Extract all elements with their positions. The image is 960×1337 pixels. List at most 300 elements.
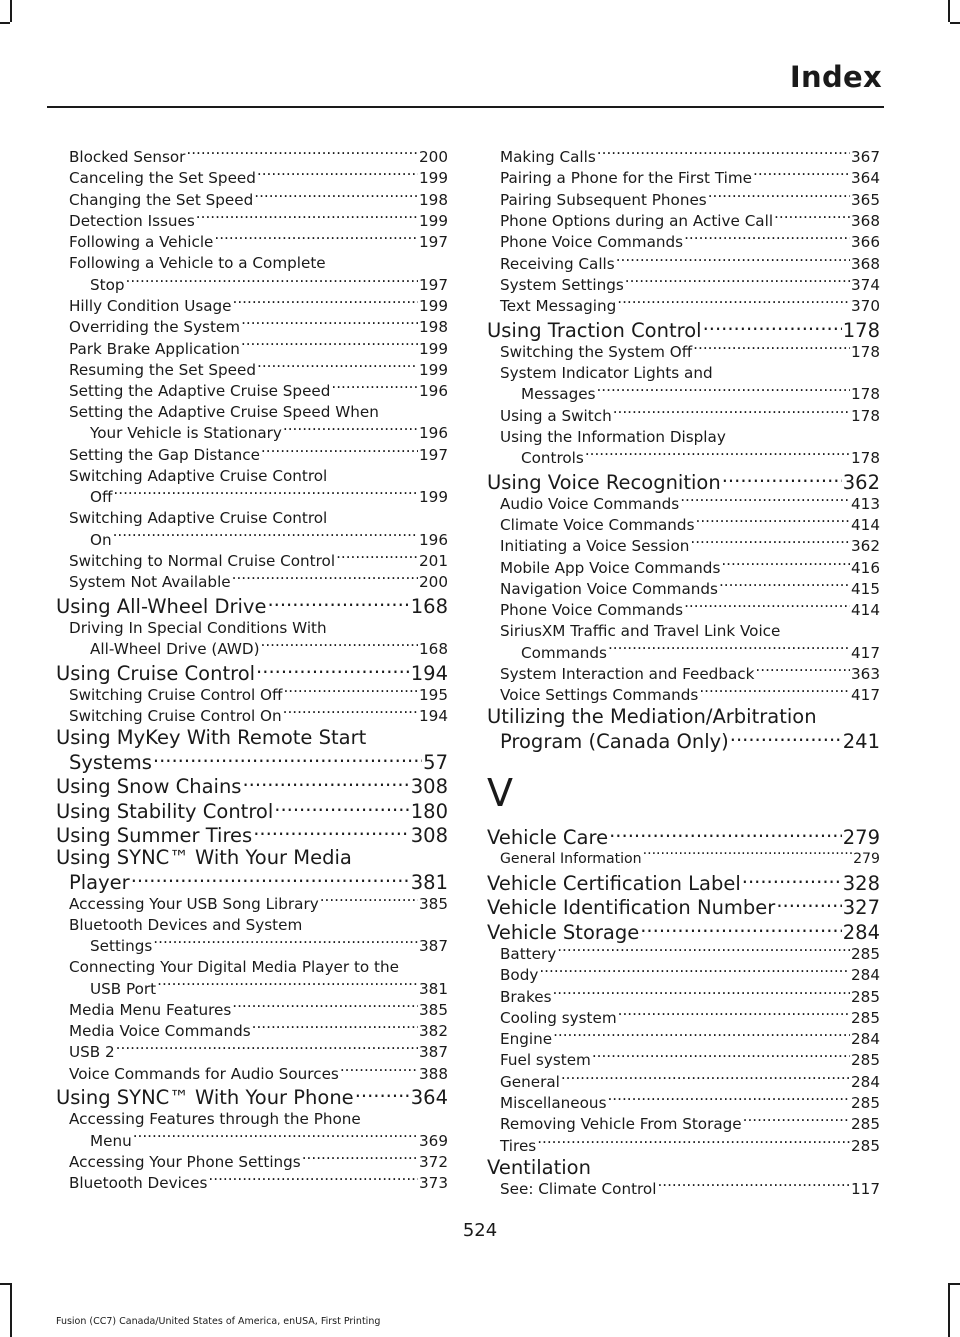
index-subentry bbox=[56, 1021, 448, 1042]
entry-page-number: 328 bbox=[842, 871, 880, 895]
dot-leader bbox=[742, 870, 842, 890]
entry-text: USB Port bbox=[90, 979, 157, 998]
dot-leader bbox=[696, 515, 851, 530]
entry-text: General bbox=[500, 1072, 560, 1091]
dot-leader bbox=[257, 168, 418, 183]
dot-leader bbox=[755, 664, 850, 679]
crop-mark bbox=[948, 0, 950, 22]
index-subentry bbox=[487, 342, 880, 363]
entry-text: Messages bbox=[521, 385, 596, 404]
index-letter-heading: V bbox=[487, 770, 513, 815]
entry-text: Media Menu Features bbox=[69, 1000, 232, 1019]
entry-page-number: 199 bbox=[419, 360, 448, 379]
index-subentry bbox=[56, 572, 448, 593]
entry-text: System Interaction and Feedback bbox=[500, 664, 755, 683]
entry-text: Vehicle Care bbox=[487, 826, 609, 850]
entry-text: Using the Information Display bbox=[500, 427, 726, 446]
index-subentry bbox=[487, 1008, 880, 1029]
page-title: Index bbox=[789, 60, 882, 94]
entry-page-number: 279 bbox=[842, 826, 880, 850]
dot-leader bbox=[592, 1050, 850, 1065]
crop-mark bbox=[10, 0, 12, 22]
dot-leader bbox=[730, 728, 842, 748]
entry-page-number: 168 bbox=[419, 639, 448, 658]
entry-text: Hilly Condition Usage bbox=[69, 296, 232, 315]
index-subentry bbox=[487, 494, 880, 515]
crop-mark bbox=[950, 22, 960, 24]
entry-page-number: 178 bbox=[851, 342, 880, 361]
index-subentry bbox=[487, 621, 880, 642]
index-subentry bbox=[56, 317, 448, 338]
dot-leader bbox=[233, 296, 418, 311]
entry-text: Using Cruise Control bbox=[56, 661, 256, 685]
index-subentry bbox=[487, 579, 880, 600]
index-subentry bbox=[56, 529, 448, 550]
entry-text: Switching Adaptive Cruise Control bbox=[69, 466, 328, 485]
index-column-left bbox=[56, 147, 448, 1194]
dot-leader bbox=[557, 944, 850, 959]
entry-page-number: 117 bbox=[851, 1179, 880, 1198]
index-subentry bbox=[487, 1029, 880, 1050]
entry-text: Phone Voice Commands bbox=[500, 233, 684, 252]
dot-leader bbox=[283, 423, 418, 438]
entry-page-number: 195 bbox=[419, 685, 448, 704]
index-subentry bbox=[56, 508, 448, 529]
dot-leader bbox=[616, 253, 850, 268]
entry-text: Utilizing the Mediation/Arbitration bbox=[487, 705, 817, 729]
index-entry bbox=[56, 727, 448, 749]
dot-leader bbox=[157, 978, 418, 993]
dot-leader bbox=[153, 749, 422, 769]
dot-leader bbox=[241, 317, 418, 332]
dot-leader bbox=[743, 1114, 850, 1129]
index-subentry bbox=[56, 618, 448, 639]
entry-page-number: 415 bbox=[851, 579, 880, 598]
index-subentry bbox=[56, 551, 448, 572]
entry-page-number: 363 bbox=[851, 664, 880, 683]
dot-leader bbox=[774, 211, 850, 226]
index-subentry bbox=[487, 275, 880, 296]
index-subentry bbox=[487, 211, 880, 232]
entry-text: Using Stability Control bbox=[56, 799, 274, 823]
index-subentry bbox=[56, 253, 448, 274]
crop-mark bbox=[950, 1283, 960, 1285]
index-subentry bbox=[56, 275, 448, 296]
index-subentry bbox=[56, 168, 448, 189]
dot-leader bbox=[153, 936, 418, 951]
crop-mark bbox=[0, 22, 10, 24]
index-entry bbox=[56, 869, 448, 894]
entry-text: See: Climate Control bbox=[500, 1179, 657, 1198]
entry-page-number: 385 bbox=[419, 894, 448, 913]
index-subentry bbox=[487, 1093, 880, 1114]
dot-leader bbox=[684, 232, 850, 247]
entry-page-number: 197 bbox=[419, 275, 448, 294]
index-subentry bbox=[56, 1042, 448, 1063]
index-subentry bbox=[487, 1135, 880, 1156]
entry-page-number: 197 bbox=[419, 445, 448, 464]
index-subentry bbox=[487, 1072, 880, 1093]
index-subentry bbox=[487, 965, 880, 986]
dot-leader bbox=[256, 660, 410, 680]
entry-page-number: 178 bbox=[842, 318, 880, 342]
entry-text: Miscellaneous bbox=[500, 1094, 607, 1113]
entry-page-number: 178 bbox=[851, 385, 880, 404]
entry-page-number: 198 bbox=[419, 190, 448, 209]
dot-leader bbox=[261, 639, 418, 654]
entry-page-number: 285 bbox=[851, 945, 880, 964]
dot-leader bbox=[722, 469, 842, 489]
index-entry bbox=[487, 728, 880, 753]
dot-leader bbox=[261, 445, 418, 460]
dot-leader bbox=[113, 487, 418, 502]
entry-page-number: 284 bbox=[851, 966, 880, 985]
entry-text: USB 2 bbox=[69, 1043, 115, 1062]
dot-leader bbox=[274, 798, 410, 818]
dot-leader bbox=[708, 190, 850, 205]
index-subentry bbox=[56, 423, 448, 444]
entry-page-number: 199 bbox=[419, 212, 448, 231]
dot-leader bbox=[539, 965, 850, 980]
entry-page-number: 327 bbox=[842, 896, 880, 920]
entry-page-number: 284 bbox=[842, 920, 880, 944]
index-subentry bbox=[487, 557, 880, 578]
entry-page-number: 199 bbox=[419, 296, 448, 315]
entry-text: Commands bbox=[521, 643, 607, 662]
index-subentry bbox=[56, 402, 448, 423]
dot-leader bbox=[214, 232, 418, 247]
entry-text: Removing Vehicle From Storage bbox=[500, 1115, 742, 1134]
entry-text: Using SYNC™ With Your Media bbox=[56, 846, 352, 870]
index-subentry bbox=[56, 211, 448, 232]
entry-page-number: 364 bbox=[851, 169, 880, 188]
entry-page-number: 57 bbox=[423, 750, 448, 774]
entry-text: Using Summer Tires bbox=[56, 824, 253, 848]
entry-page-number: 178 bbox=[851, 406, 880, 425]
index-entry bbox=[56, 847, 448, 869]
index-subentry bbox=[56, 487, 448, 508]
entry-text: Systems bbox=[69, 750, 152, 774]
crop-mark bbox=[10, 1283, 12, 1337]
index-subentry bbox=[56, 445, 448, 466]
entry-text: Battery bbox=[500, 945, 557, 964]
index-subentry bbox=[56, 706, 448, 727]
entry-text: Pairing a Phone for the First Time bbox=[500, 169, 752, 188]
entry-text: All-Wheel Drive (AWD) bbox=[90, 639, 260, 658]
entry-text: Vehicle Storage bbox=[487, 920, 640, 944]
index-column-right bbox=[487, 147, 880, 1200]
entry-page-number: 198 bbox=[419, 318, 448, 337]
entry-text: Using a Switch bbox=[500, 406, 612, 425]
entry-text: Voice Commands for Audio Sources bbox=[69, 1064, 339, 1083]
index-subentry bbox=[487, 147, 880, 168]
dot-leader bbox=[208, 1173, 418, 1188]
entry-text: Initiating a Voice Session bbox=[500, 537, 690, 556]
entry-text: Voice Settings Commands bbox=[500, 686, 699, 705]
entry-page-number: 284 bbox=[851, 1072, 880, 1091]
index-subentry bbox=[56, 360, 448, 381]
index-subentry bbox=[487, 1179, 880, 1200]
index-subentry bbox=[56, 957, 448, 978]
entry-page-number: 196 bbox=[419, 382, 448, 401]
entry-page-number: 201 bbox=[419, 551, 448, 570]
entry-text: Receiving Calls bbox=[500, 254, 615, 273]
entry-text: System Indicator Lights and bbox=[500, 364, 713, 383]
index-subentry bbox=[56, 894, 448, 915]
entry-text: Body bbox=[500, 966, 539, 985]
index-subentry bbox=[487, 536, 880, 557]
entry-page-number: 168 bbox=[410, 594, 448, 618]
entry-text: Fuel system bbox=[500, 1051, 591, 1070]
index-subentry bbox=[56, 338, 448, 359]
entry-text: Park Brake Application bbox=[69, 339, 240, 358]
entry-page-number: 370 bbox=[851, 297, 880, 316]
entry-text: Driving In Special Conditions With bbox=[69, 618, 327, 637]
dot-leader bbox=[617, 296, 850, 311]
entry-page-number: 381 bbox=[410, 870, 448, 894]
index-subentry bbox=[56, 978, 448, 999]
index-entry bbox=[56, 1085, 448, 1110]
index-subentry bbox=[487, 190, 880, 211]
entry-text: Cooling system bbox=[500, 1008, 617, 1027]
index-subentry bbox=[487, 849, 880, 870]
entry-page-number: 366 bbox=[851, 233, 880, 252]
entry-text: SiriusXM Traffic and Travel Link Voice bbox=[500, 622, 781, 641]
entry-page-number: 374 bbox=[851, 275, 880, 294]
entry-text: Setting the Adaptive Cruise Speed When bbox=[69, 403, 379, 422]
crop-mark bbox=[0, 1283, 10, 1285]
entry-text: Setting the Adaptive Cruise Speed bbox=[69, 382, 331, 401]
dot-leader bbox=[126, 275, 418, 290]
entry-text: Text Messaging bbox=[500, 297, 617, 316]
index-subentry bbox=[56, 232, 448, 253]
dot-leader bbox=[721, 557, 850, 572]
entry-page-number: 279 bbox=[853, 851, 880, 868]
entry-page-number: 285 bbox=[851, 1051, 880, 1070]
index-subentry bbox=[487, 448, 880, 469]
dot-leader bbox=[113, 529, 418, 544]
entry-page-number: 382 bbox=[419, 1022, 448, 1041]
entry-page-number: 308 bbox=[410, 775, 448, 799]
index-entry bbox=[487, 469, 880, 494]
header-rule bbox=[47, 106, 884, 108]
entry-page-number: 387 bbox=[419, 1043, 448, 1062]
entry-page-number: 285 bbox=[851, 1008, 880, 1027]
index-subentry bbox=[487, 1050, 880, 1071]
entry-page-number: 178 bbox=[851, 448, 880, 467]
dot-leader bbox=[252, 1021, 418, 1036]
entry-text: On bbox=[90, 530, 112, 549]
dot-leader bbox=[585, 448, 850, 463]
entry-page-number: 199 bbox=[419, 488, 448, 507]
entry-page-number: 368 bbox=[851, 254, 880, 273]
entry-page-number: 180 bbox=[410, 799, 448, 823]
dot-leader bbox=[640, 919, 842, 939]
entry-page-number: 372 bbox=[419, 1152, 448, 1171]
index-subentry bbox=[56, 1109, 448, 1130]
entry-page-number: 368 bbox=[851, 212, 880, 231]
entry-page-number: 199 bbox=[419, 169, 448, 188]
dot-leader bbox=[340, 1063, 418, 1078]
entry-page-number: 196 bbox=[419, 424, 448, 443]
entry-text: Resuming the Set Speed bbox=[69, 360, 256, 379]
index-subentry bbox=[487, 944, 880, 965]
entry-page-number: 369 bbox=[419, 1131, 448, 1150]
index-subentry bbox=[487, 685, 880, 706]
entry-page-number: 367 bbox=[851, 148, 880, 167]
entry-text: Accessing Your Phone Settings bbox=[69, 1152, 301, 1171]
entry-page-number: 285 bbox=[851, 1136, 880, 1155]
index-subentry bbox=[487, 642, 880, 663]
entry-text: Program (Canada Only) bbox=[500, 729, 729, 753]
dot-leader bbox=[186, 147, 418, 162]
dot-leader bbox=[657, 1179, 850, 1194]
entry-text: Media Voice Commands bbox=[69, 1022, 251, 1041]
entry-text: Using All-Wheel Drive bbox=[56, 594, 267, 618]
entry-text: Switching Cruise Control Off bbox=[69, 685, 283, 704]
entry-text: System Settings bbox=[500, 275, 624, 294]
entry-text: Connecting Your Digital Media Player to the bbox=[69, 958, 399, 977]
entry-page-number: 381 bbox=[419, 979, 448, 998]
index-entry bbox=[487, 870, 880, 895]
entry-text: Making Calls bbox=[500, 148, 596, 167]
entry-text: Using MyKey With Remote Start bbox=[56, 726, 367, 750]
dot-leader bbox=[283, 685, 418, 700]
index-subentry bbox=[56, 1000, 448, 1021]
entry-text: Using Traction Control bbox=[487, 318, 702, 342]
entry-page-number: 285 bbox=[851, 987, 880, 1006]
dot-leader bbox=[267, 593, 409, 613]
entry-text: Tires bbox=[500, 1136, 537, 1155]
entry-text: Brakes bbox=[500, 987, 552, 1006]
index-subentry bbox=[487, 1114, 880, 1135]
entry-text: Changing the Set Speed bbox=[69, 190, 254, 209]
entry-text: Phone Voice Commands bbox=[500, 601, 684, 620]
entry-text: Player bbox=[69, 870, 130, 894]
entry-text: Off bbox=[90, 488, 113, 507]
dot-leader bbox=[537, 1135, 850, 1150]
entry-text: Settings bbox=[90, 937, 153, 956]
dot-leader bbox=[699, 685, 850, 700]
entry-page-number: 196 bbox=[419, 530, 448, 549]
dot-leader bbox=[693, 342, 850, 357]
dot-leader bbox=[597, 147, 850, 162]
dot-leader bbox=[302, 1152, 418, 1167]
index-entry bbox=[487, 1157, 880, 1179]
entry-text: Accessing Features through the Phone bbox=[69, 1110, 361, 1129]
dot-leader bbox=[254, 190, 418, 205]
dot-leader bbox=[355, 1085, 410, 1105]
index-subentry bbox=[487, 384, 880, 405]
entry-text: Vehicle Identification Number bbox=[487, 896, 776, 920]
index-entry bbox=[487, 825, 880, 850]
dot-leader bbox=[719, 579, 850, 594]
index-subentry bbox=[56, 190, 448, 211]
index-subentry bbox=[56, 296, 448, 317]
index-subentry bbox=[56, 936, 448, 957]
dot-leader bbox=[613, 405, 850, 420]
entry-text: Using SYNC™ With Your Phone bbox=[56, 1086, 354, 1110]
dot-leader bbox=[552, 986, 850, 1001]
index-entry bbox=[56, 823, 448, 848]
entry-page-number: 197 bbox=[419, 233, 448, 252]
entry-page-number: 285 bbox=[851, 1115, 880, 1134]
entry-page-number: 200 bbox=[419, 573, 448, 592]
index-subentry bbox=[56, 1152, 448, 1173]
dot-leader bbox=[607, 1093, 850, 1108]
dot-leader bbox=[643, 849, 852, 863]
index-entry bbox=[487, 706, 880, 728]
index-subentry bbox=[487, 664, 880, 685]
entry-text: Engine bbox=[500, 1030, 553, 1049]
dot-leader bbox=[253, 823, 410, 843]
dot-leader bbox=[690, 536, 850, 551]
page-number: 524 bbox=[462, 1220, 498, 1241]
entry-page-number: 362 bbox=[851, 537, 880, 556]
entry-text: Blocked Sensor bbox=[69, 148, 186, 167]
entry-page-number: 385 bbox=[419, 1000, 448, 1019]
dot-leader bbox=[684, 600, 850, 615]
index-subentry bbox=[487, 253, 880, 274]
entry-text: Audio Voice Commands bbox=[500, 494, 680, 513]
index-subentry bbox=[487, 405, 880, 426]
dot-leader bbox=[776, 895, 841, 915]
entry-text: Detection Issues bbox=[69, 212, 195, 231]
index-subentry bbox=[487, 296, 880, 317]
entry-page-number: 199 bbox=[419, 339, 448, 358]
index-entry bbox=[56, 660, 448, 685]
dot-leader bbox=[320, 894, 418, 909]
index-subentry bbox=[487, 232, 880, 253]
index-entry bbox=[56, 798, 448, 823]
entry-page-number: 194 bbox=[410, 661, 448, 685]
entry-text: Ventilation bbox=[487, 1155, 591, 1179]
entry-page-number: 417 bbox=[851, 686, 880, 705]
dot-leader bbox=[609, 825, 842, 845]
entry-page-number: 284 bbox=[851, 1030, 880, 1049]
entry-text: Setting the Gap Distance bbox=[69, 445, 260, 464]
entry-text: Canceling the Set Speed bbox=[69, 169, 256, 188]
dot-leader bbox=[618, 1008, 850, 1023]
entry-text: Switching Adaptive Cruise Control bbox=[69, 509, 328, 528]
entry-page-number: 285 bbox=[851, 1094, 880, 1113]
entry-text: General Information bbox=[500, 851, 642, 868]
entry-text: Switching Cruise Control On bbox=[69, 707, 282, 725]
dot-leader bbox=[625, 275, 850, 290]
dot-leader bbox=[131, 869, 410, 889]
entry-text: Navigation Voice Commands bbox=[500, 579, 718, 598]
index-subentry bbox=[56, 1063, 448, 1084]
entry-text: Mobile App Voice Commands bbox=[500, 558, 721, 577]
entry-page-number: 414 bbox=[851, 516, 880, 535]
dot-leader bbox=[232, 572, 418, 587]
index-subentry bbox=[487, 600, 880, 621]
entry-page-number: 200 bbox=[419, 148, 448, 167]
entry-text: System Not Available bbox=[69, 573, 231, 592]
dot-leader bbox=[116, 1042, 418, 1057]
index-entry bbox=[56, 749, 448, 774]
index-subentry bbox=[56, 1173, 448, 1194]
index-subentry bbox=[487, 427, 880, 448]
dot-leader bbox=[232, 1000, 418, 1015]
entry-text: Menu bbox=[90, 1131, 132, 1150]
index-subentry bbox=[56, 685, 448, 706]
index-entry bbox=[487, 317, 880, 342]
entry-page-number: 388 bbox=[419, 1064, 448, 1083]
index-subentry bbox=[56, 381, 448, 402]
entry-text: Vehicle Certification Label bbox=[487, 871, 741, 895]
index-subentry bbox=[56, 466, 448, 487]
